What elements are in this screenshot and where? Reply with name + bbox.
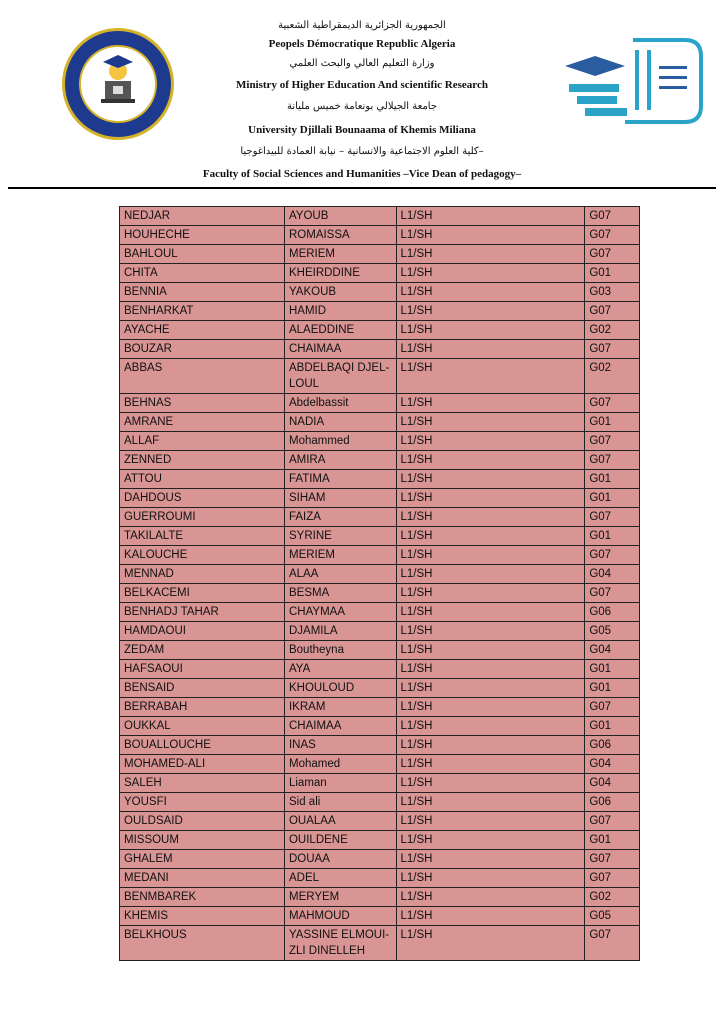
last-name-cell: HAMDAOUI [120,622,285,641]
group-cell: G07 [585,508,640,527]
table-row [120,774,640,793]
level-cell: L1/SH [396,584,585,603]
last-name-cell: ABBAS [120,359,285,394]
header-university-ar: جامعة الجيلالي بونعامة خميس مليانة [286,101,438,112]
student-list-body [120,207,640,961]
last-name-cell: TAKILALTE [120,527,285,546]
header-faculty-en: Faculty of Social Sciences and Humanities –Vice Dean of pedagogy– [202,168,522,180]
last-name-cell: MENNAD [120,565,285,584]
last-name-cell: GHALEM [120,850,285,869]
first-name-cell: MERIEM [284,245,396,264]
level-cell: L1/SH [396,302,585,321]
table-row [120,603,640,622]
last-name-cell: BENNIA [120,283,285,302]
last-name-cell: BEHNAS [120,394,285,413]
last-name-cell: BOUZAR [120,340,285,359]
table-row [120,432,640,451]
last-name-cell: YOUSFI [120,793,285,812]
level-cell: L1/SH [396,321,585,340]
level-cell: L1/SH [396,283,585,302]
first-name-cell: SIHAM [284,489,396,508]
last-name-cell: NEDJAR [120,207,285,226]
level-cell: L1/SH [396,793,585,812]
group-cell: G07 [585,226,640,245]
table-row [120,679,640,698]
last-name-cell: HOUHECHE [120,226,285,245]
last-name-cell: KHEMIS [120,907,285,926]
last-name-cell: BENMBAREK [120,888,285,907]
first-name-cell: CHAIMAA [284,717,396,736]
group-cell: G04 [585,565,640,584]
level-cell: L1/SH [396,451,585,470]
group-cell: G07 [585,546,640,565]
level-cell: L1/SH [396,717,585,736]
table-row [120,888,640,907]
level-cell: L1/SH [396,207,585,226]
first-name-cell: Boutheyna [284,641,396,660]
first-name-cell: DOUAA [284,850,396,869]
table-row [120,207,640,226]
table-row [120,226,640,245]
student-list-table [119,206,640,961]
last-name-cell: MISSOUM [120,831,285,850]
level-cell: L1/SH [396,679,585,698]
first-name-cell: SYRINE [284,527,396,546]
table-row [120,359,640,394]
table-row [120,641,640,660]
level-cell: L1/SH [396,850,585,869]
table-row [120,850,640,869]
first-name-cell: AMIRA [284,451,396,470]
table-row [120,527,640,546]
group-cell: G01 [585,413,640,432]
group-cell: G04 [585,641,640,660]
first-name-cell: AYA [284,660,396,679]
table-row [120,470,640,489]
group-cell: G02 [585,321,640,340]
level-cell: L1/SH [396,489,585,508]
last-name-cell: BAHLOUL [120,245,285,264]
level-cell: L1/SH [396,340,585,359]
first-name-cell: Abdelbassit [284,394,396,413]
first-name-cell: NADIA [284,413,396,432]
first-name-cell: AYOUB [284,207,396,226]
level-cell: L1/SH [396,226,585,245]
table-row [120,508,640,527]
table-row [120,926,640,961]
group-cell: G04 [585,755,640,774]
first-name-cell: ALAA [284,565,396,584]
group-cell: G07 [585,850,640,869]
first-name-cell: OUILDENE [284,831,396,850]
level-cell: L1/SH [396,888,585,907]
table-row [120,245,640,264]
group-cell: G04 [585,774,640,793]
group-cell: G01 [585,831,640,850]
first-name-cell: YASSINE ELMOUI-ZLI DINELLEH [284,926,396,961]
group-cell: G07 [585,584,640,603]
table-row [120,831,640,850]
last-name-cell: ZEDAM [120,641,285,660]
group-cell: G05 [585,622,640,641]
table-row [120,264,640,283]
group-cell: G06 [585,736,640,755]
level-cell: L1/SH [396,907,585,926]
last-name-cell: BENHADJ TAHAR [120,603,285,622]
level-cell: L1/SH [396,508,585,527]
last-name-cell: AMRANE [120,413,285,432]
level-cell: L1/SH [396,869,585,888]
group-cell: G01 [585,470,640,489]
first-name-cell: BESMA [284,584,396,603]
level-cell: L1/SH [396,831,585,850]
table-row [120,489,640,508]
group-cell: G07 [585,207,640,226]
level-cell: L1/SH [396,736,585,755]
table-row [120,907,640,926]
header-republic-ar: الجمهورية الجزائرية الديمقراطية الشعبية [278,20,446,31]
table-row [120,869,640,888]
last-name-cell: DAHDOUS [120,489,285,508]
first-name-cell: FAIZA [284,508,396,527]
last-name-cell: OULDSAID [120,812,285,831]
table-row [120,565,640,584]
first-name-cell: YAKOUB [284,283,396,302]
last-name-cell: OUKKAL [120,717,285,736]
table-row [120,717,640,736]
group-cell: G01 [585,264,640,283]
group-cell: G01 [585,679,640,698]
last-name-cell: BOUALLOUCHE [120,736,285,755]
level-cell: L1/SH [396,641,585,660]
last-name-cell: HAFSAOUI [120,660,285,679]
group-cell: G07 [585,698,640,717]
header-ministry-en: Ministry of Higher Education And scientific Research [236,79,488,91]
header-divider [8,187,716,189]
table-row [120,793,640,812]
last-name-cell: ALLAF [120,432,285,451]
header-university-en: University Djillali Bounaama of Khemis Miliana [248,124,476,136]
level-cell: L1/SH [396,812,585,831]
document-header [0,0,724,190]
first-name-cell: MERYEM [284,888,396,907]
level-cell: L1/SH [396,413,585,432]
group-cell: G07 [585,302,640,321]
last-name-cell: BENSAID [120,679,285,698]
level-cell: L1/SH [396,926,585,961]
last-name-cell: BELKHOUS [120,926,285,961]
first-name-cell: IKRAM [284,698,396,717]
last-name-cell: ZENNED [120,451,285,470]
last-name-cell: KALOUCHE [120,546,285,565]
table-row [120,451,640,470]
table-row [120,584,640,603]
level-cell: L1/SH [396,359,585,394]
level-cell: L1/SH [396,245,585,264]
first-name-cell: ROMAISSA [284,226,396,245]
last-name-cell: ATTOU [120,470,285,489]
first-name-cell: Mohammed [284,432,396,451]
table-row [120,622,640,641]
first-name-cell: Liaman [284,774,396,793]
group-cell: G05 [585,907,640,926]
last-name-cell: CHITA [120,264,285,283]
table-row [120,413,640,432]
level-cell: L1/SH [396,622,585,641]
level-cell: L1/SH [396,565,585,584]
table-row [120,698,640,717]
group-cell: G07 [585,394,640,413]
level-cell: L1/SH [396,774,585,793]
group-cell: G01 [585,660,640,679]
table-row [120,340,640,359]
group-cell: G07 [585,432,640,451]
first-name-cell: CHAIMAA [284,340,396,359]
group-cell: G07 [585,812,640,831]
group-cell: G07 [585,245,640,264]
group-cell: G01 [585,717,640,736]
last-name-cell: AYACHE [120,321,285,340]
table-row [120,302,640,321]
table-row [120,283,640,302]
first-name-cell: FATIMA [284,470,396,489]
first-name-cell: HAMID [284,302,396,321]
first-name-cell: ALAEDDINE [284,321,396,340]
table-row [120,546,640,565]
first-name-cell: ADEL [284,869,396,888]
first-name-cell: ABDELBAQI DJEL-LOUL [284,359,396,394]
table-row [120,660,640,679]
first-name-cell: CHAYMAA [284,603,396,622]
first-name-cell: INAS [284,736,396,755]
level-cell: L1/SH [396,470,585,489]
level-cell: L1/SH [396,698,585,717]
group-cell: G01 [585,489,640,508]
table-row [120,321,640,340]
group-cell: G03 [585,283,640,302]
group-cell: G02 [585,888,640,907]
first-name-cell: MERIEM [284,546,396,565]
level-cell: L1/SH [396,546,585,565]
level-cell: L1/SH [396,660,585,679]
first-name-cell: OUALAA [284,812,396,831]
last-name-cell: GUERROUMI [120,508,285,527]
group-cell: G01 [585,527,640,546]
table-row [120,755,640,774]
last-name-cell: SALEH [120,774,285,793]
level-cell: L1/SH [396,755,585,774]
first-name-cell: MAHMOUD [284,907,396,926]
group-cell: G06 [585,603,640,622]
group-cell: G07 [585,340,640,359]
table-row [120,812,640,831]
header-ministry-ar: وزارة التعليم العالي والبحث العلمي [289,58,435,69]
level-cell: L1/SH [396,394,585,413]
level-cell: L1/SH [396,527,585,546]
group-cell: G06 [585,793,640,812]
header-republic-en: Peopels Démocratique Republic Algeria [268,38,456,50]
last-name-cell: BERRABAH [120,698,285,717]
header-faculty-ar: كلية العلوم الاجتماعية والانسانية – نيابة العمادة للبيداغوجيا– [240,146,484,157]
last-name-cell: MOHAMED-ALI [120,755,285,774]
first-name-cell: KHOULOUD [284,679,396,698]
table-row [120,394,640,413]
group-cell: G07 [585,869,640,888]
table-row [120,736,640,755]
last-name-cell: BENHARKAT [120,302,285,321]
level-cell: L1/SH [396,264,585,283]
last-name-cell: BELKACEMI [120,584,285,603]
first-name-cell: Mohamed [284,755,396,774]
level-cell: L1/SH [396,432,585,451]
group-cell: G07 [585,926,640,961]
level-cell: L1/SH [396,603,585,622]
first-name-cell: KHEIRDDINE [284,264,396,283]
group-cell: G02 [585,359,640,394]
first-name-cell: Sid ali [284,793,396,812]
first-name-cell: DJAMILA [284,622,396,641]
group-cell: G07 [585,451,640,470]
last-name-cell: MEDANI [120,869,285,888]
